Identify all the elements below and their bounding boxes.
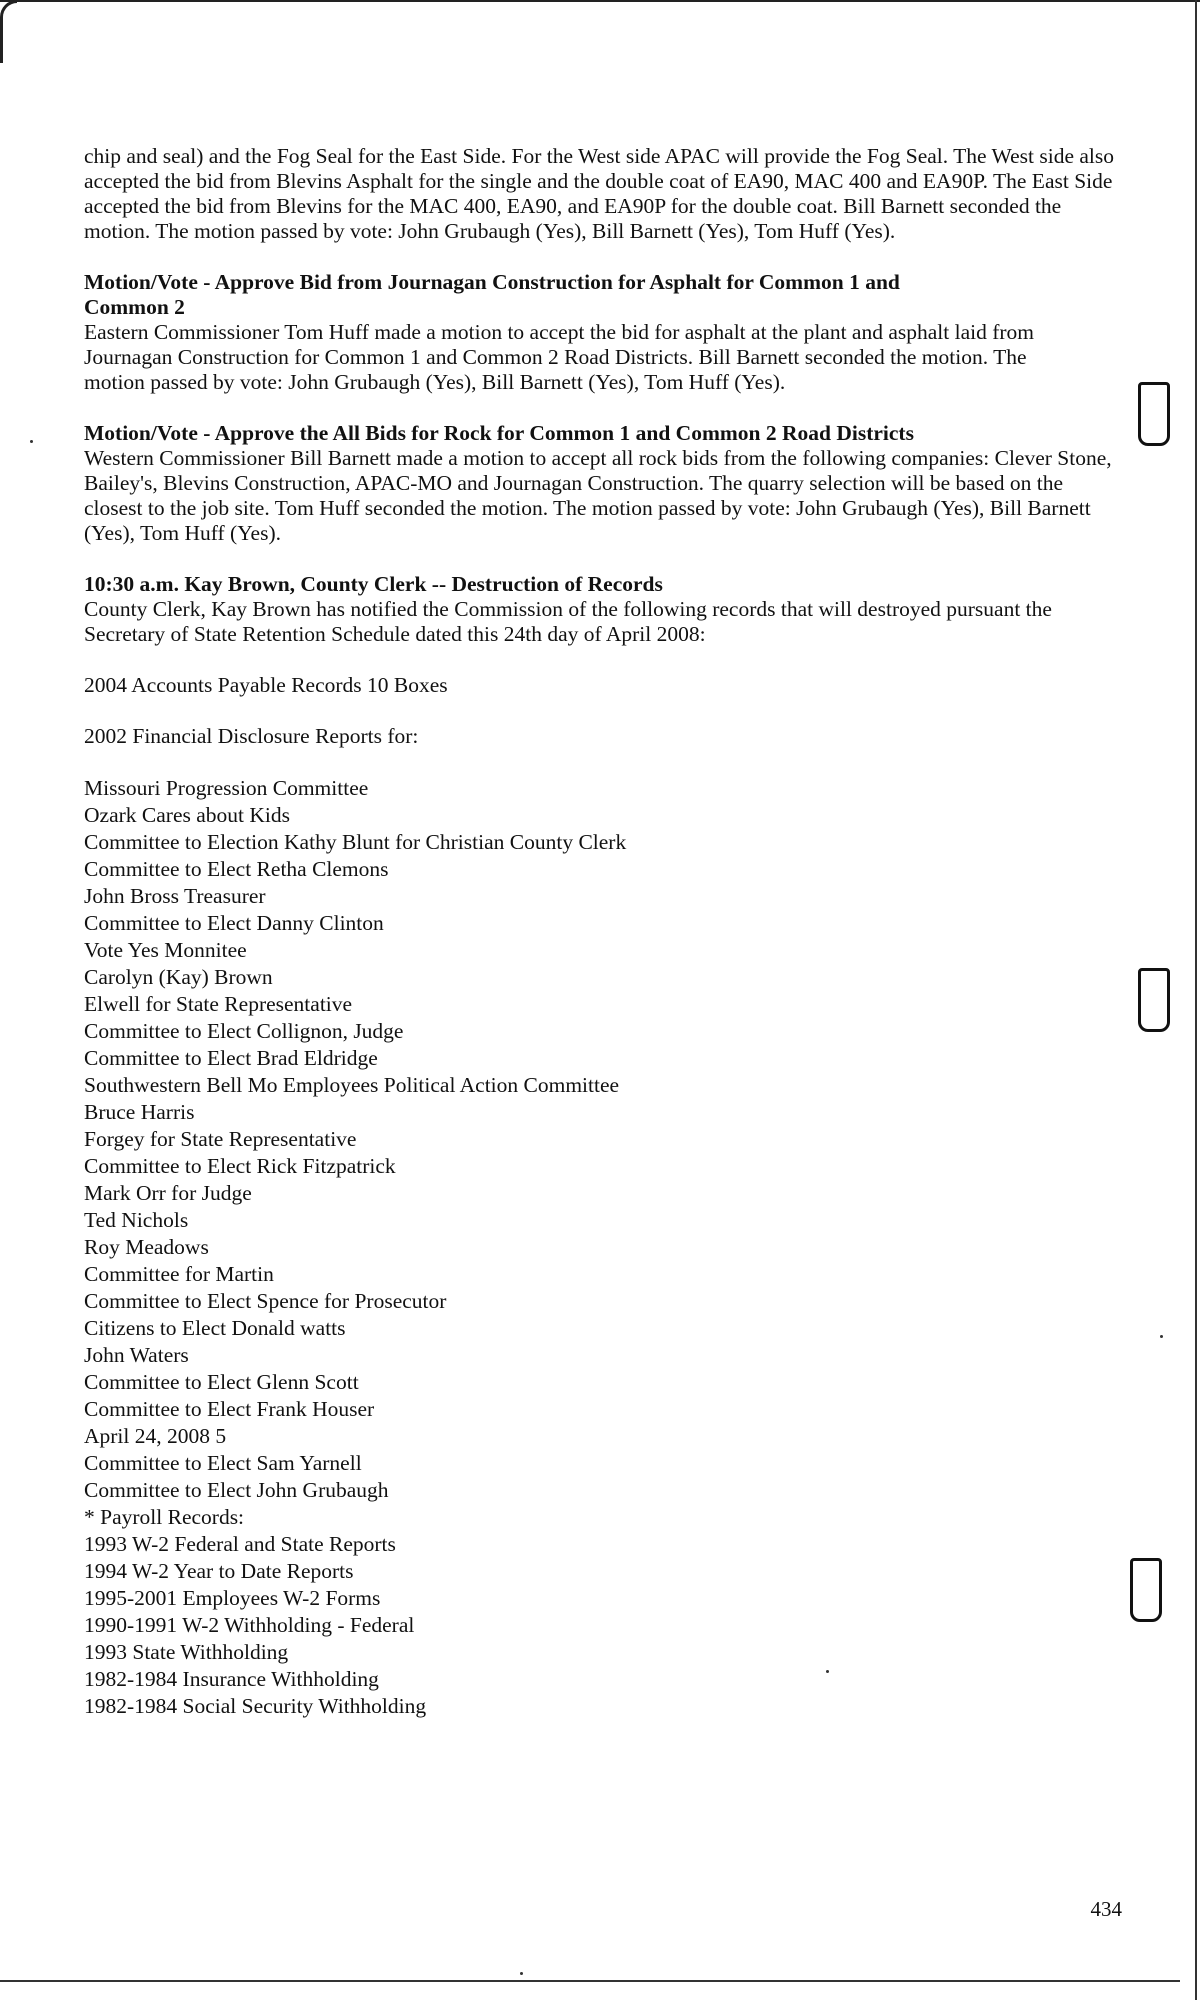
scan-edge-right [1195,0,1197,2000]
record-list-item: Committee to Election Kathy Blunt for Christian County Clerk [84,830,627,854]
intro-paragraph: chip and seal) and the Fog Seal for the East Side. For the West side APAC will provide the Fog Seal. The West side also accepted the bid from Blevins Asphalt for the single and the double coat of EA90, MAC 400 and EA90P. The East Side accepted the bid from Blevins for the MAC 400, EA90, and EA90P for the double coat. Bill Barnett seconded the motion. The motion passed by vote: John Grubaugh (Yes), Bill Barnett (Yes), Tom Huff (Yes). [84,144,1115,243]
records-heading: 10:30 a.m. Kay Brown, County Clerk -- Destruction of Records [84,572,663,596]
rock-motion-body: Western Commissioner Bill Barnett made a motion to accept all rock bids from the following companies: Clever Stone, Bailey's, Blevins Construction, APAC-MO and Journagan Construction. The quarry selection will be based on the closest to the job site. Tom Huff seconded the motion. The motion passed by vote: John Grubaugh (Yes), Bill Barnett (Yes), Tom Huff (Yes). [84,446,1112,545]
record-list-item: Southwestern Bell Mo Employees Political Action Committee [84,1073,620,1097]
scan-edge-bottom [0,1980,1180,1982]
record-list-item: Committee to Elect Spence for Prosecutor [84,1289,447,1313]
document-body [84,144,1114,1720]
record-list-item: 1982-1984 Insurance Withholding [84,1667,379,1691]
record-list-item: Ted Nichols [84,1208,189,1232]
records-body: County Clerk, Kay Brown has notified the Commission of the following records that will destroyed pursuant the Secretary of State Retention Schedule dated this 24th day of April 2008: [84,597,1052,646]
record-list-item: 1993 W-2 Federal and State Reports [84,1532,396,1556]
record-list-item: Committee to Elect Glenn Scott [84,1370,359,1394]
record-list-item: Vote Yes Monnitee [84,938,247,962]
records-list [84,775,1114,1720]
rock-motion-heading: Motion/Vote - Approve the All Bids for Rock for Common 1 and Common 2 Road Districts [84,421,914,445]
record-list-item: Ozark Cares about Kids [84,803,290,827]
scan-speck [826,1670,829,1673]
page-number: 434 [1090,1897,1122,1921]
scan-speck [1160,1335,1163,1338]
record-list-item: 1994 W-2 Year to Date Reports [84,1559,354,1583]
record-list-item: 1990-1991 W-2 Withholding - Federal [84,1613,415,1637]
margin-bracket-mark [1138,968,1170,1032]
scan-corner-mark [0,0,17,63]
accounts-payable-line: 2004 Accounts Payable Records 10 Boxes [84,673,448,697]
record-list-item: Citizens to Elect Donald watts [84,1316,346,1340]
record-list-item: Committee to Elect Brad Eldridge [84,1046,378,1070]
record-list-item: Committee for Martin [84,1262,274,1286]
record-list-item: Committee to Elect John Grubaugh [84,1478,389,1502]
record-list-item: John Waters [84,1343,189,1367]
record-list-item: Committee to Elect Retha Clemons [84,857,389,881]
record-list-item: Bruce Harris [84,1100,195,1124]
record-list-item: Committee to Elect Collignon, Judge [84,1019,404,1043]
record-list-item: Roy Meadows [84,1235,209,1259]
record-list-item: 1995-2001 Employees W-2 Forms [84,1586,381,1610]
record-list-item: John Bross Treasurer [84,884,266,908]
margin-bracket-mark [1138,382,1170,446]
asphalt-motion-body: Eastern Commissioner Tom Huff made a motion to accept the bid for asphalt at the plant and asphalt laid from Journagan Construction for Common 1 and Common 2 Road Districts. Bill Barnett seconded the motion. The motion passed by vote: John Grubaugh (Yes), Bill Barnett (Yes), Tom Huff (Yes). [84,320,1035,394]
record-list-item: Forgey for State Representative [84,1127,357,1151]
record-list-item: Missouri Progression Committee [84,776,369,800]
record-list-item: Elwell for State Representative [84,992,353,1016]
record-list-item: April 24, 2008 5 [84,1424,227,1448]
record-list-item: 1993 State Withholding [84,1640,289,1664]
record-list-item: * Payroll Records: [84,1505,245,1529]
asphalt-motion-heading: Motion/Vote - Approve Bid from Journagan Construction for Asphalt for Common 1 and Common 2 [84,270,900,319]
record-list-item: Mark Orr for Judge [84,1181,252,1205]
record-list-item: Committee to Elect Rick Fitzpatrick [84,1154,396,1178]
scan-speck [30,440,33,443]
record-list-item: 1982-1984 Social Security Withholding [84,1694,427,1718]
scan-speck [520,1972,523,1975]
disclosure-line: 2002 Financial Disclosure Reports for: [84,724,419,748]
record-list-item: Committee to Elect Frank Houser [84,1397,375,1421]
record-list-item: Committee to Elect Danny Clinton [84,911,384,935]
margin-bracket-mark [1130,1558,1162,1622]
record-list-item: Carolyn (Kay) Brown [84,965,273,989]
scan-edge-top [0,0,1200,2]
record-list-item: Committee to Elect Sam Yarnell [84,1451,362,1475]
